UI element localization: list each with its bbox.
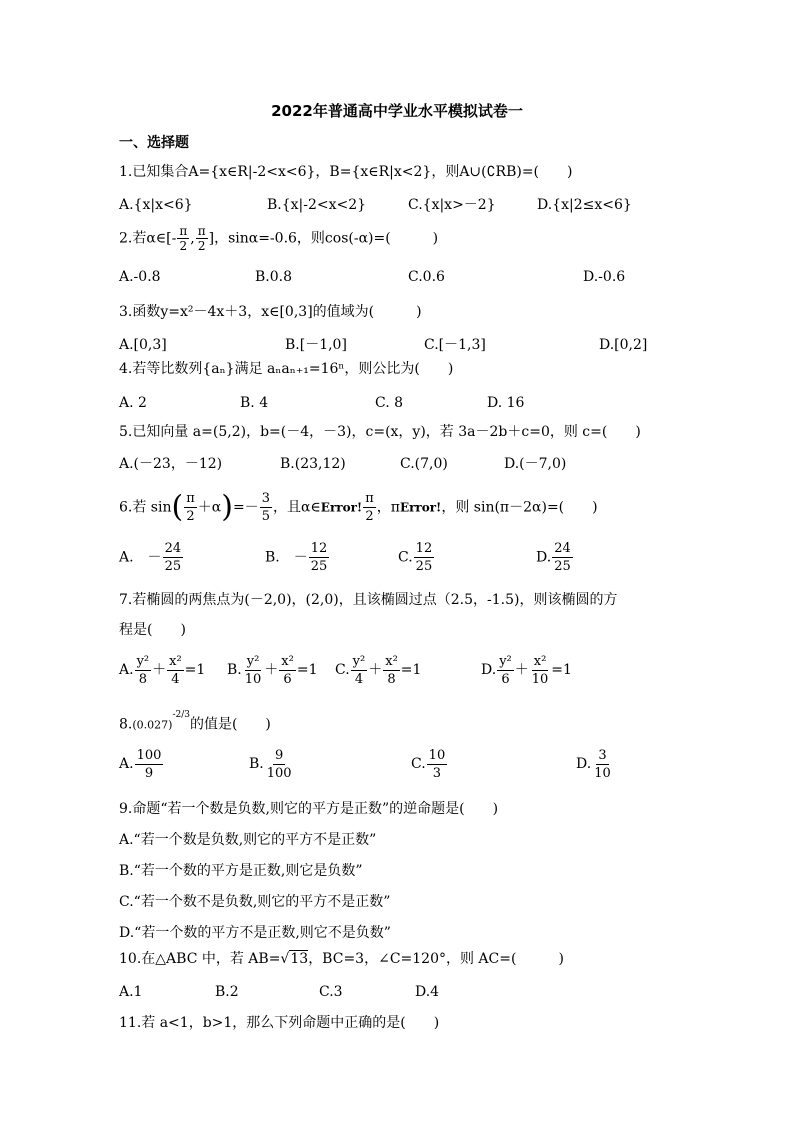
question-9-stem: 9.命题“若一个数是负数,则它的平方是正数”的逆命题是( ) <box>119 801 499 817</box>
q3-option-a: A.[0,3] <box>119 337 167 353</box>
q2-option-d: D.-0.6 <box>583 269 626 285</box>
q9-option-d: D.“若一个数的平方不是正数,则它不是负数” <box>119 925 391 941</box>
q5-option-d: D.(－7,0) <box>504 456 567 472</box>
q4-option-d: D. 16 <box>487 395 525 411</box>
question-6-stem: 6.若 sin( $\frac{\pi}{2}$ ＋α)=－ $\frac{3}{5}$ ，且α∈Error! $\frac{\pi}{2}$ ，πError!，则 sin(π－2α)=( ) <box>119 489 598 525</box>
q8-option-c: C. $\frac{10}{3}$ <box>411 747 446 781</box>
q10-option-c: C.3 <box>319 984 343 1000</box>
q2-option-a: A.-0.8 <box>119 269 161 285</box>
page-title: 2022年普通高中学业水平模拟试卷一 <box>271 102 523 120</box>
question-7-stem-line-1: 7.若椭圆的两焦点为(－2,0)，(2,0)，且该椭圆过点（2.5，-1.5)，则该椭圆的方 <box>119 592 618 608</box>
q10-option-d: D.4 <box>415 984 440 1000</box>
q7-option-d: D. $\frac{\text{y²}}{6}$ ＋ $\frac{\text{x²}}{10}$ =1 <box>481 653 572 687</box>
q6-option-b: B. － $\frac{12}{25}$ <box>265 541 328 574</box>
q8-option-d: D. $\frac{3}{10}$ <box>576 747 611 781</box>
q5-option-c: C.(7,0) <box>400 456 448 472</box>
question-4-stem: 4.若等比数列{aₙ}满足 aₙaₙ₊₁=16ⁿ，则公比为( ) <box>119 361 454 377</box>
q1-option-b: B.{x|-2<x<2} <box>267 197 367 213</box>
question-2-stem: 2.若α∈[- $\frac{\pi}{2}$ , $\frac{\pi}{2}$ ]，sinα=-0.6，则cos(-α)=( ) <box>119 224 439 253</box>
q9-option-b: B.“若一个数的平方是正数,则它是负数” <box>119 863 363 879</box>
q6-option-d: D. $\frac{24}{25}$ <box>536 541 571 574</box>
q6-option-c: C. $\frac{12}{25}$ <box>398 541 433 574</box>
q1-option-a: A.{x|x<6} <box>119 197 193 213</box>
section-heading: 一、选择题 <box>119 135 189 151</box>
q8-option-a: A. $\frac{100}{9}$ <box>119 747 162 781</box>
q3-option-b: B.[－1,0] <box>285 337 347 353</box>
q3-option-d: D.[0,2] <box>599 337 648 353</box>
q9-option-a: A.“若一个数是负数,则它的平方不是正数” <box>119 832 377 848</box>
q8-option-b: B. $\frac{9}{100}$ <box>249 747 292 781</box>
q7-option-a: A. $\frac{\text{y²}}{8}$ ＋ $\frac{\text{x²}}{4}$ =1 <box>119 653 206 687</box>
q7-option-c: C. $\frac{\text{y²}}{4}$ ＋ $\frac{\text{x²}}{8}$ =1 <box>335 653 422 687</box>
question-11-stem: 11.若 a<1，b>1，那么下列命题中正确的是( ) <box>119 1015 440 1031</box>
question-8-stem: $8.(0.027)^{-2/3}$的值是( ) <box>119 710 271 733</box>
q2-option-c: C.0.6 <box>408 269 445 285</box>
q1-option-d: D.{x|2≤x<6} <box>537 197 632 213</box>
q7-option-b: B. $\frac{\text{y²}}{10}$ ＋ $\frac{\text{x²}}{6}$ =1 <box>227 653 318 687</box>
q10-option-b: B.2 <box>215 984 239 1000</box>
q4-option-b: B. 4 <box>240 395 269 411</box>
q5-option-a: A.(－23，－12) <box>119 456 223 472</box>
q6-option-a: A. － $\frac{24}{25}$ <box>119 541 182 574</box>
q4-option-c: C. 8 <box>375 395 404 411</box>
question-5-stem: 5.已知向量 a=(5,2)，b=(－4，－3)，c=(x，y)，若 3a－2b＋c=0，则 c=( ) <box>119 424 641 440</box>
q9-option-c: C.“若一个数不是负数,则它的平方不是正数” <box>119 894 391 910</box>
question-7-stem-line-2: 程是( ) <box>119 622 186 638</box>
q5-option-b: B.(23,12) <box>280 456 346 472</box>
question-10-stem: 10.在△ABC 中，若 AB=√13，BC=3，∠C=120°，则 AC=( ) <box>119 951 564 967</box>
q1-option-c: C.{x|x>－2} <box>408 197 496 213</box>
q2-option-b: B.0.8 <box>255 269 293 285</box>
q4-option-a: A. 2 <box>119 395 147 411</box>
question-1-stem: 1.已知集合A={x∈R|-2<x<6}，B={x∈R|x<2}，则A∪(∁RB)=( ) <box>119 164 573 180</box>
q10-option-a: A.1 <box>119 984 143 1000</box>
q3-option-c: C.[－1,3] <box>424 337 486 353</box>
question-3-stem: 3.函数y=x²－4x＋3，x∈[0,3]的值域为( ) <box>119 304 422 320</box>
